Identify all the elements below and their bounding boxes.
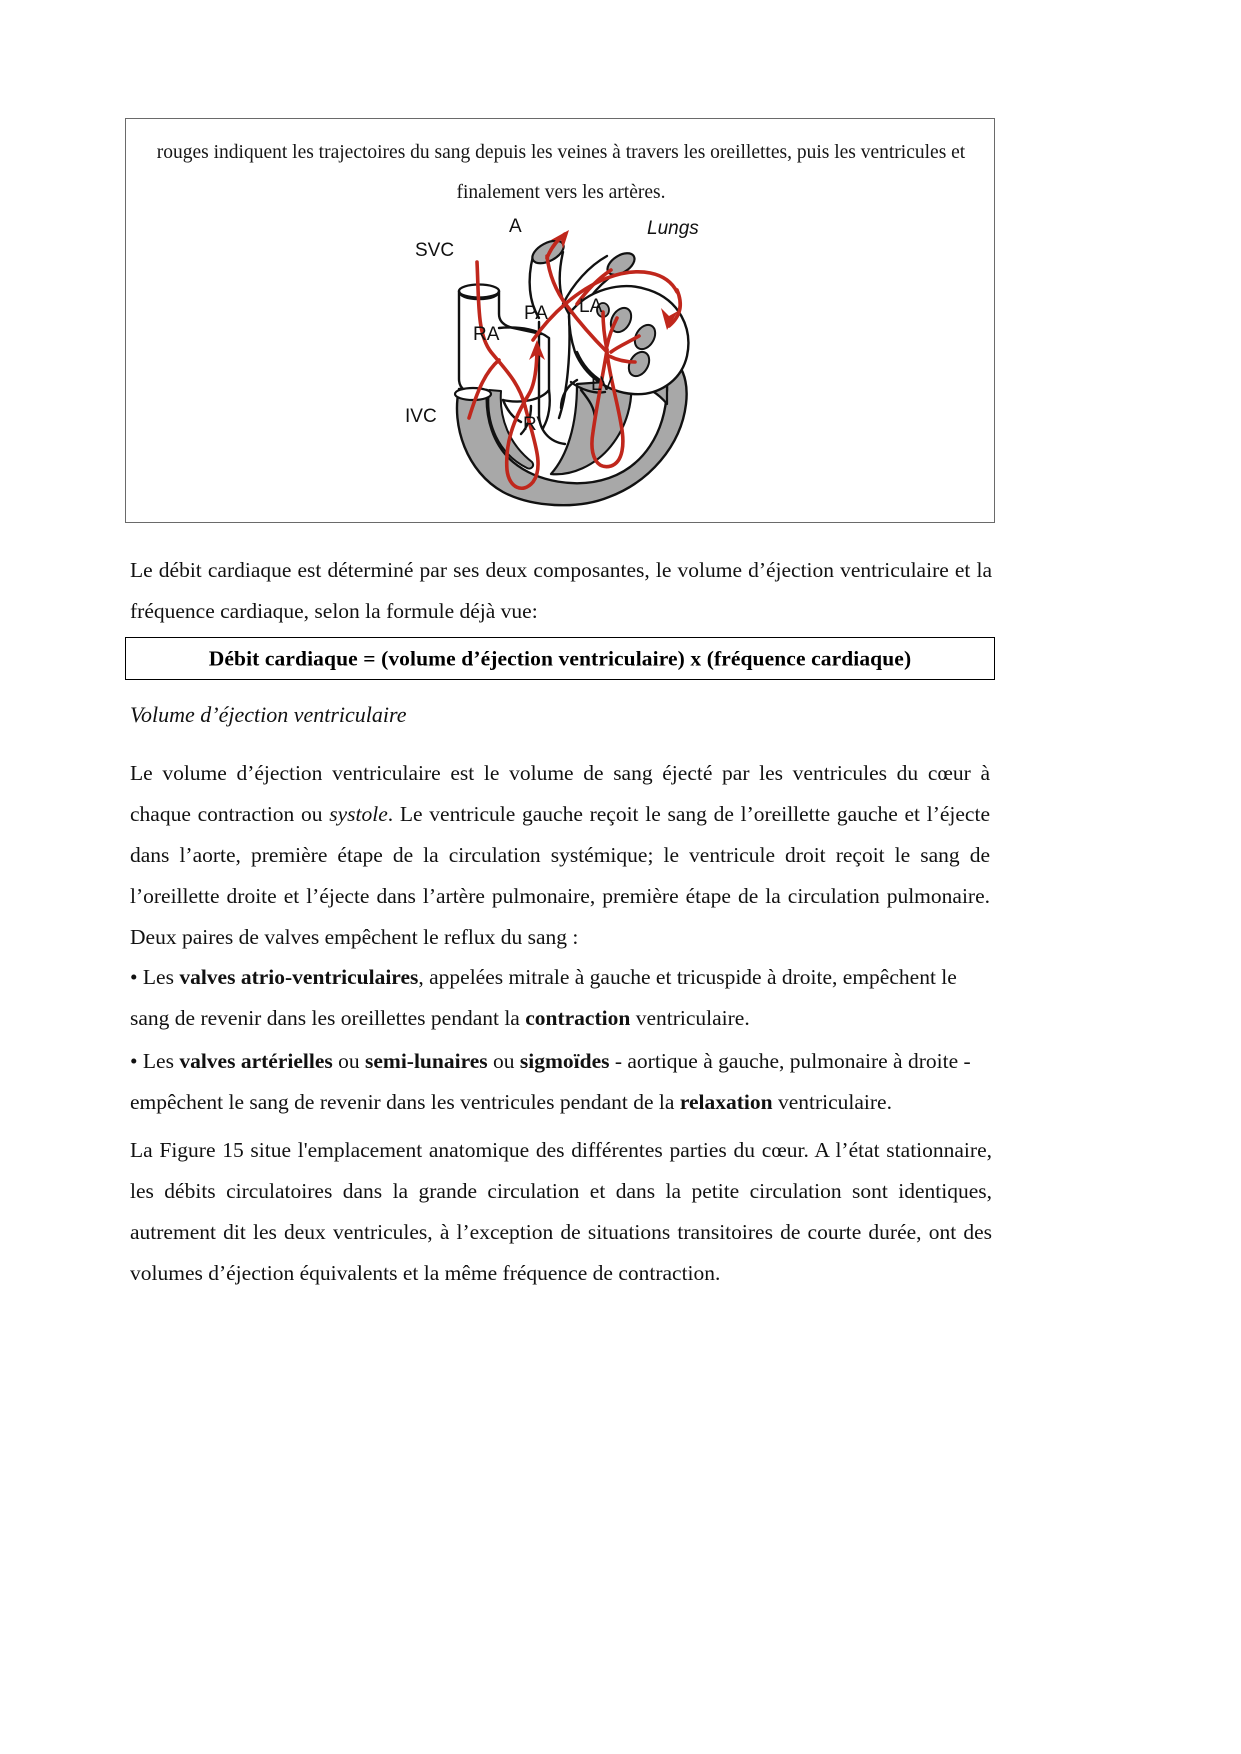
bullet1-tail: ventriculaire. [630,1006,750,1030]
bullet2-mid-3: - aortique à gauche, pulmonaire à droite - empêchent le sang de revenir dans les ventricules pendant de la [130,1049,971,1114]
paragraph-stroke-volume [130,753,990,958]
formula-box [125,637,995,680]
diagram-label-PA: PA [524,303,548,324]
sv-italic-systole: systole [329,802,388,826]
bullet2-bold-1: valves artérielles [179,1049,333,1073]
bullet2-marker: • [130,1049,138,1073]
bullet1-marker: • [130,965,138,989]
paragraph-closing: La Figure 15 situe l'emplacement anatomique des différentes parties du cœur. A l’état stationnaire, les débits circulatoires dans la grande circulation et dans la petite circulation sont identiques, autrement dit les deux ventricules, à l’exception de situations transitoires de courte durée, ont des volumes d’éjection équivalents et la même fréquence de contraction. [130,1138,992,1285]
figure-container [125,118,995,523]
formula-text: Débit cardiaque = (volume d’éjection ventriculaire) x (fréquence cardiaque) [208,646,912,670]
bullet-item-atrio-ventricular-valves [130,957,992,1039]
bullet2-mid-2: ou [487,1049,520,1073]
diagram-label-Lungs: Lungs [647,218,699,239]
diagram-label-IVC: IVC [405,406,437,427]
bullet2-bold-4: relaxation [679,1090,773,1114]
bullet1-bold-1: valves atrio-ventriculaires [179,965,419,989]
paragraph-intro: Le débit cardiaque est déterminé par ses deux composantes, le volume d’éjection ventriculaire et la fréquence cardiaque, selon la formule déjà vue: [130,558,992,623]
sv-text-part-2: . Le ventricule gauche reçoit le sang de l’oreillette gauche et l’éjecte dans l’aorte, première étape de la circulation systémique; le ventricule droit reçoit le sang de l’oreillette droite et l’éjecte dans l’artère pulmonaire, première étape de la circulation pulmonaire. Deux paires de valves empêchent le reflux du sang : [130,802,990,949]
bullet1-bold-2: contraction [525,1006,631,1030]
diagram-label-SVC: SVC [415,240,455,261]
diagram-label-LA: LA [579,296,603,317]
bullet2-mid-1: ou [332,1049,365,1073]
diagram-label-RA: RA [473,324,500,345]
figure-caption-line-1: rouges indiquent les trajectoires du sang depuis les veines à travers les oreillettes, puis les ventricules et [156,142,966,163]
bullet2-bold-2: semi-lunaires [365,1049,488,1073]
figure-caption-line-2: finalement vers les artères. [456,182,666,203]
diagram-label-A: A [509,216,522,237]
bullet2-bold-3: sigmoïdes [519,1049,610,1073]
diagram-label-RV: RV [523,414,550,435]
section-heading-stroke-volume: Volume d’éjection ventriculaire [130,702,407,727]
bullet2-tail: ventriculaire. [772,1090,892,1114]
bullet2-lead-text: Les [142,1049,180,1073]
bullet1-lead-text: Les [142,965,180,989]
bullet-item-arterial-valves [130,1041,992,1123]
bullet1-mid-1: , appelées mitrale à gauche et tricuspide à droite, empêchent le sang de revenir dans les oreillettes pendant la [130,965,957,1030]
diagram-label-LV: LV [591,374,613,395]
sv-text-part-1: Le volume d’éjection ventriculaire est le volume de sang éjecté par les ventricules du cœur à chaque contraction ou [130,761,990,826]
heart-anatomy-diagram [381,194,741,514]
